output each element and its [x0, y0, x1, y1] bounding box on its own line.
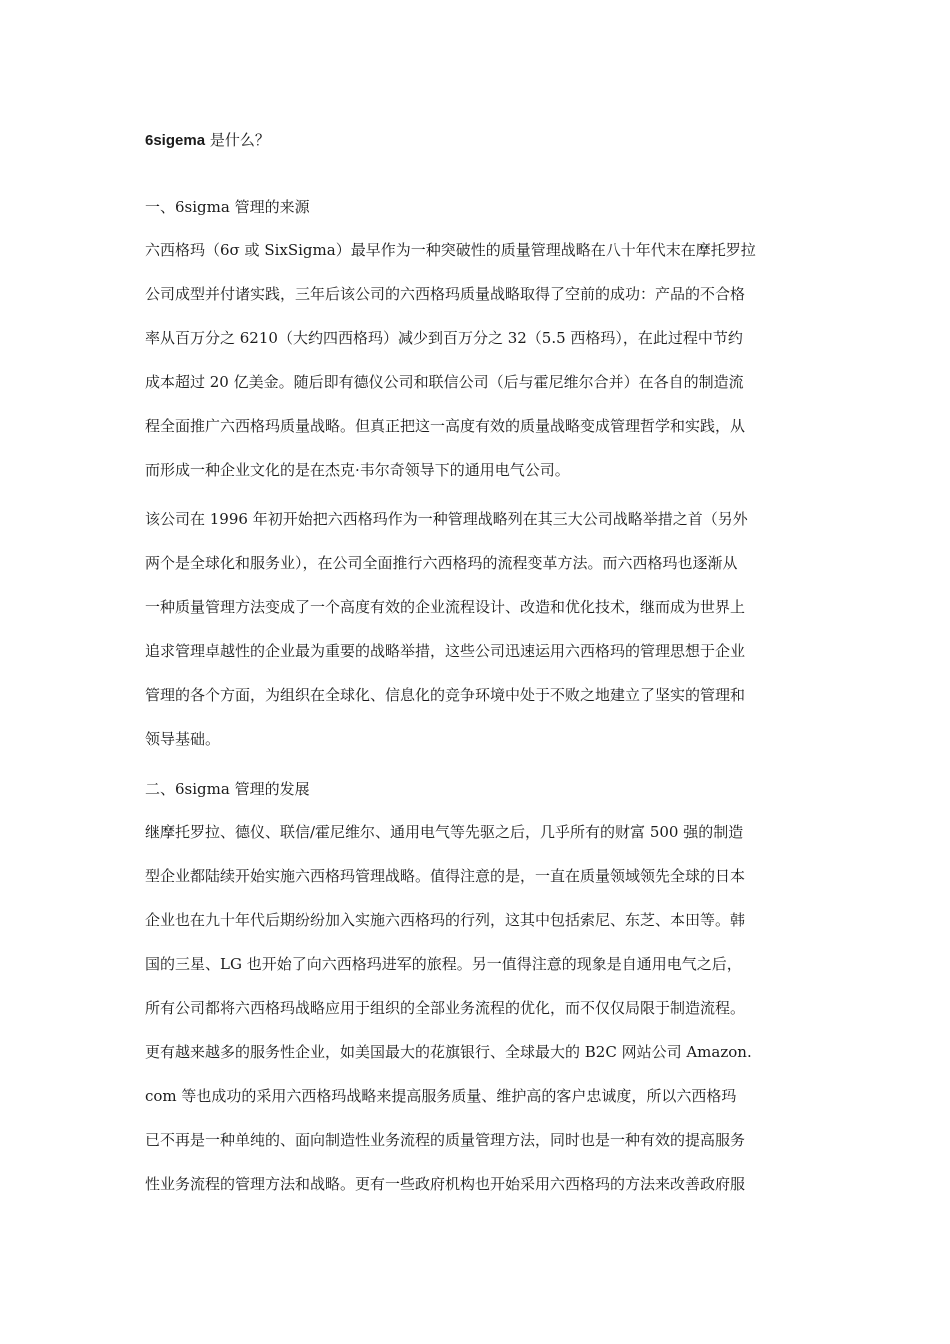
paragraph-line: 程全面推广六西格玛质量战略。但真正把这一高度有效的质量战略变成管理哲学和实践，从 — [145, 417, 746, 435]
section-heading-development: 二、6sigma 管理的发展 — [145, 780, 310, 798]
paragraph-line: 更有越来越多的服务性企业，如美国最大的花旗银行、全球最大的 B2C 网站公司 Amazon. — [145, 1043, 752, 1061]
paragraph-line: com 等也成功的采用六西格玛战略来提高服务质量、维护高的客户忠诚度，所以六西格玛 — [145, 1087, 737, 1105]
paragraph-line: 管理的各个方面，为组织在全球化、信息化的竞争环境中处于不败之地建立了坚实的管理和 — [145, 686, 746, 704]
paragraph-line: 该公司在 1996 年初开始把六西格玛作为一种管理战略列在其三大公司战略举措之首（另外 — [145, 510, 748, 528]
document-title — [145, 126, 270, 155]
section-heading-origin: 一、6sigma 管理的来源 — [145, 198, 310, 216]
paragraph-line: 继摩托罗拉、德仪、联信/霍尼维尔、通用电气等先驱之后，几乎所有的财富 500 强的制造 — [145, 823, 744, 841]
paragraph-line: 一种质量管理方法变成了一个高度有效的企业流程设计、改造和优化技术，继而成为世界上 — [145, 598, 746, 616]
paragraph-line: 已不再是一种单纯的、面向制造性业务流程的质量管理方法，同时也是一种有效的提高服务 — [145, 1131, 746, 1149]
paragraph-line: 领导基础。 — [145, 730, 221, 748]
paragraph-line: 追求管理卓越性的企业最为重要的战略举措，这些公司迅速运用六西格玛的管理思想于企业 — [145, 642, 746, 660]
paragraph-line: 国的三星、LG 也开始了向六西格玛进军的旅程。另一值得注意的现象是自通用电气之后， — [145, 955, 742, 973]
paragraph-line: 型企业都陆续开始实施六西格玛管理战略。值得注意的是，一直在质量领域领先全球的日本 — [145, 867, 746, 885]
title-rest: 是什么？ — [205, 131, 270, 149]
paragraph-line: 性业务流程的管理方法和战略。更有一些政府机构也开始采用六西格玛的方法来改善政府服 — [145, 1175, 746, 1193]
paragraph-line: 率从百万分之 6210（大约四西格玛）减少到百万分之 32（5.5 西格玛），在此过程中节约 — [145, 329, 743, 347]
paragraph-line: 所有公司都将六西格玛战略应用于组织的全部业务流程的优化，而不仅仅局限于制造流程。 — [145, 999, 746, 1017]
paragraph-development-1 — [145, 810, 817, 1206]
paragraph-line: 企业也在九十年代后期纷纷加入实施六西格玛的行列，这其中包括索尼、东芝、本田等。韩 — [145, 911, 746, 929]
paragraph-line: 公司成型并付诸实践，三年后该公司的六西格玛质量战略取得了空前的成功：产品的不合格 — [145, 285, 746, 303]
paragraph-line: 两个是全球化和服务业），在公司全面推行六西格玛的流程变革方法。而六西格玛也逐渐从 — [145, 554, 738, 572]
paragraph-line: 成本超过 20 亿美金。随后即有德仪公司和联信公司（后与霍尼维尔合并）在各自的制造流 — [145, 373, 744, 391]
paragraph-line: 六西格玛（6σ 或 SixSigma）最早作为一种突破性的质量管理战略在八十年代末在摩托罗拉 — [145, 241, 756, 259]
paragraph-origin-1 — [145, 228, 817, 492]
title-bold: 6sigema — [145, 132, 206, 149]
paragraph-origin-2 — [145, 497, 817, 761]
paragraph-line: 而形成一种企业文化的是在杰克·韦尔奇领导下的通用电气公司。 — [145, 461, 570, 479]
